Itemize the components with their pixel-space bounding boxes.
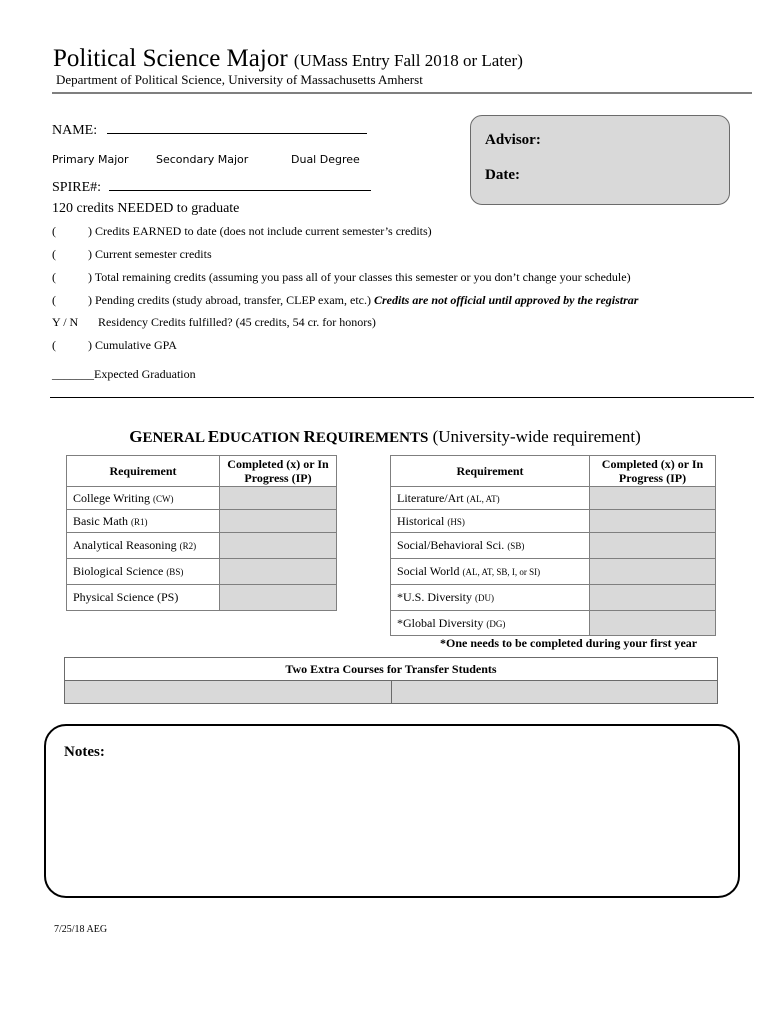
department-line: Department of Political Science, University of Massachusetts Amherst: [56, 72, 423, 87]
credits-earned-line: [52, 224, 432, 239]
completed-cell[interactable]: [590, 559, 716, 585]
header-divider: [52, 92, 752, 94]
major-option-secondary[interactable]: Secondary Major: [156, 153, 249, 166]
graduation-blank[interactable]: _______: [52, 367, 94, 381]
section-divider: [50, 397, 754, 398]
table-row: [67, 533, 337, 559]
requirement-cell: Analytical Reasoning (R2): [67, 533, 220, 559]
table-row: [391, 533, 716, 559]
major-option-primary[interactable]: Primary Major: [52, 153, 129, 166]
table-row: [67, 487, 337, 510]
gen-ed-note: (University-wide requirement): [432, 427, 641, 446]
column-header-requirement: Requirement: [67, 456, 220, 487]
gen-ed-table-left: [66, 455, 337, 611]
table-row: [67, 585, 337, 611]
credit-blank[interactable]: (: [52, 293, 56, 307]
completed-cell[interactable]: [220, 559, 337, 585]
table-row: [391, 510, 716, 533]
completed-cell[interactable]: [220, 585, 337, 611]
completed-cell[interactable]: [590, 487, 716, 510]
expected-graduation-line: [52, 367, 196, 382]
requirement-cell: Social/Behavioral Sci. (SB): [391, 533, 590, 559]
first-year-footnote: *One needs to be completed during your first year: [440, 636, 698, 650]
advisor-box: [470, 115, 730, 205]
credit-blank[interactable]: (: [52, 338, 56, 352]
requirement-cell: *Global Diversity (DG): [391, 611, 590, 636]
title-subtitle: (UMass Entry Fall 2018 or Later): [293, 51, 523, 70]
remaining-credits-line: [52, 270, 631, 285]
requirement-cell: Literature/Art (AL, AT): [391, 487, 590, 510]
credit-line-text: ) Pending credits (study abroad, transfer, CLEP exam, etc.): [88, 293, 371, 307]
table-row: [67, 559, 337, 585]
gen-ed-table-right: [390, 455, 716, 636]
transfer-courses-table: [64, 657, 718, 704]
requirement-cell: Biological Science (BS): [67, 559, 220, 585]
gpa-line: [52, 338, 177, 353]
notes-box[interactable]: [44, 724, 740, 898]
completed-cell[interactable]: [590, 585, 716, 611]
current-credits-line: [52, 247, 212, 262]
advisor-label: Advisor:: [485, 132, 541, 148]
registrar-note: Credits are not official until approved by the registrar: [374, 293, 639, 307]
table-row: [391, 487, 716, 510]
transfer-courses-title: Two Extra Courses for Transfer Students: [65, 658, 718, 681]
column-header-completed: Completed (x) or In Progress (IP): [590, 456, 716, 487]
credit-blank[interactable]: (: [52, 247, 56, 261]
credit-line-text: ) Cumulative GPA: [88, 338, 177, 352]
requirement-cell: Physical Science (PS): [67, 585, 220, 611]
credit-line-text: ) Credits EARNED to date (does not include current semester’s credits): [88, 224, 432, 238]
residency-yes-no[interactable]: Y / N: [52, 315, 79, 329]
credit-blank[interactable]: (: [52, 224, 56, 238]
completed-cell[interactable]: [220, 487, 337, 510]
major-option-dual[interactable]: Dual Degree: [291, 153, 360, 166]
title-main: Political Science Major: [53, 45, 288, 72]
spire-field[interactable]: [109, 178, 371, 191]
column-header-requirement: Requirement: [391, 456, 590, 487]
name-field[interactable]: [107, 121, 367, 134]
table-row: [391, 611, 716, 636]
table-row: [67, 510, 337, 533]
requirement-cell: College Writing (CW): [67, 487, 220, 510]
name-label: NAME:: [52, 123, 98, 138]
requirement-cell: Basic Math (R1): [67, 510, 220, 533]
credit-line-text: Residency Credits fulfilled? (45 credits, 54 cr. for honors): [98, 315, 376, 329]
name-row: [52, 121, 367, 139]
credit-line-text: ) Current semester credits: [88, 247, 212, 261]
credit-line-text: ) Total remaining credits (assuming you pass all of your classes this semester or you don’t change your schedule): [88, 270, 631, 284]
graduation-label: Expected Graduation: [94, 367, 196, 381]
completed-cell[interactable]: [220, 533, 337, 559]
pending-credits-line: [52, 293, 638, 308]
completed-cell[interactable]: [220, 510, 337, 533]
completed-cell[interactable]: [590, 533, 716, 559]
credits-needed: 120 credits NEEDED to graduate: [52, 201, 240, 216]
transfer-course-cell[interactable]: [391, 681, 718, 704]
completed-cell[interactable]: [590, 611, 716, 636]
requirement-cell: Historical (HS): [391, 510, 590, 533]
requirement-cell: Social World (AL, AT, SB, I, or SI): [391, 559, 590, 585]
transfer-course-cell[interactable]: [65, 681, 392, 704]
completed-cell[interactable]: [590, 510, 716, 533]
requirement-cell: *U.S. Diversity (DU): [391, 585, 590, 611]
gen-ed-heading: GENERAL EDUCATION REQUIREMENTS (University-wide requirement): [129, 427, 641, 446]
footer-code: 7/25/18 AEG: [54, 924, 108, 935]
spire-label: SPIRE#:: [52, 180, 102, 195]
date-label: Date:: [485, 167, 520, 183]
residency-line: [52, 315, 376, 330]
credit-blank[interactable]: (: [52, 270, 56, 284]
notes-label: Notes:: [64, 744, 105, 760]
spire-row: [52, 178, 371, 196]
table-row: [391, 559, 716, 585]
table-row: [391, 585, 716, 611]
column-header-completed: Completed (x) or In Progress (IP): [220, 456, 337, 487]
